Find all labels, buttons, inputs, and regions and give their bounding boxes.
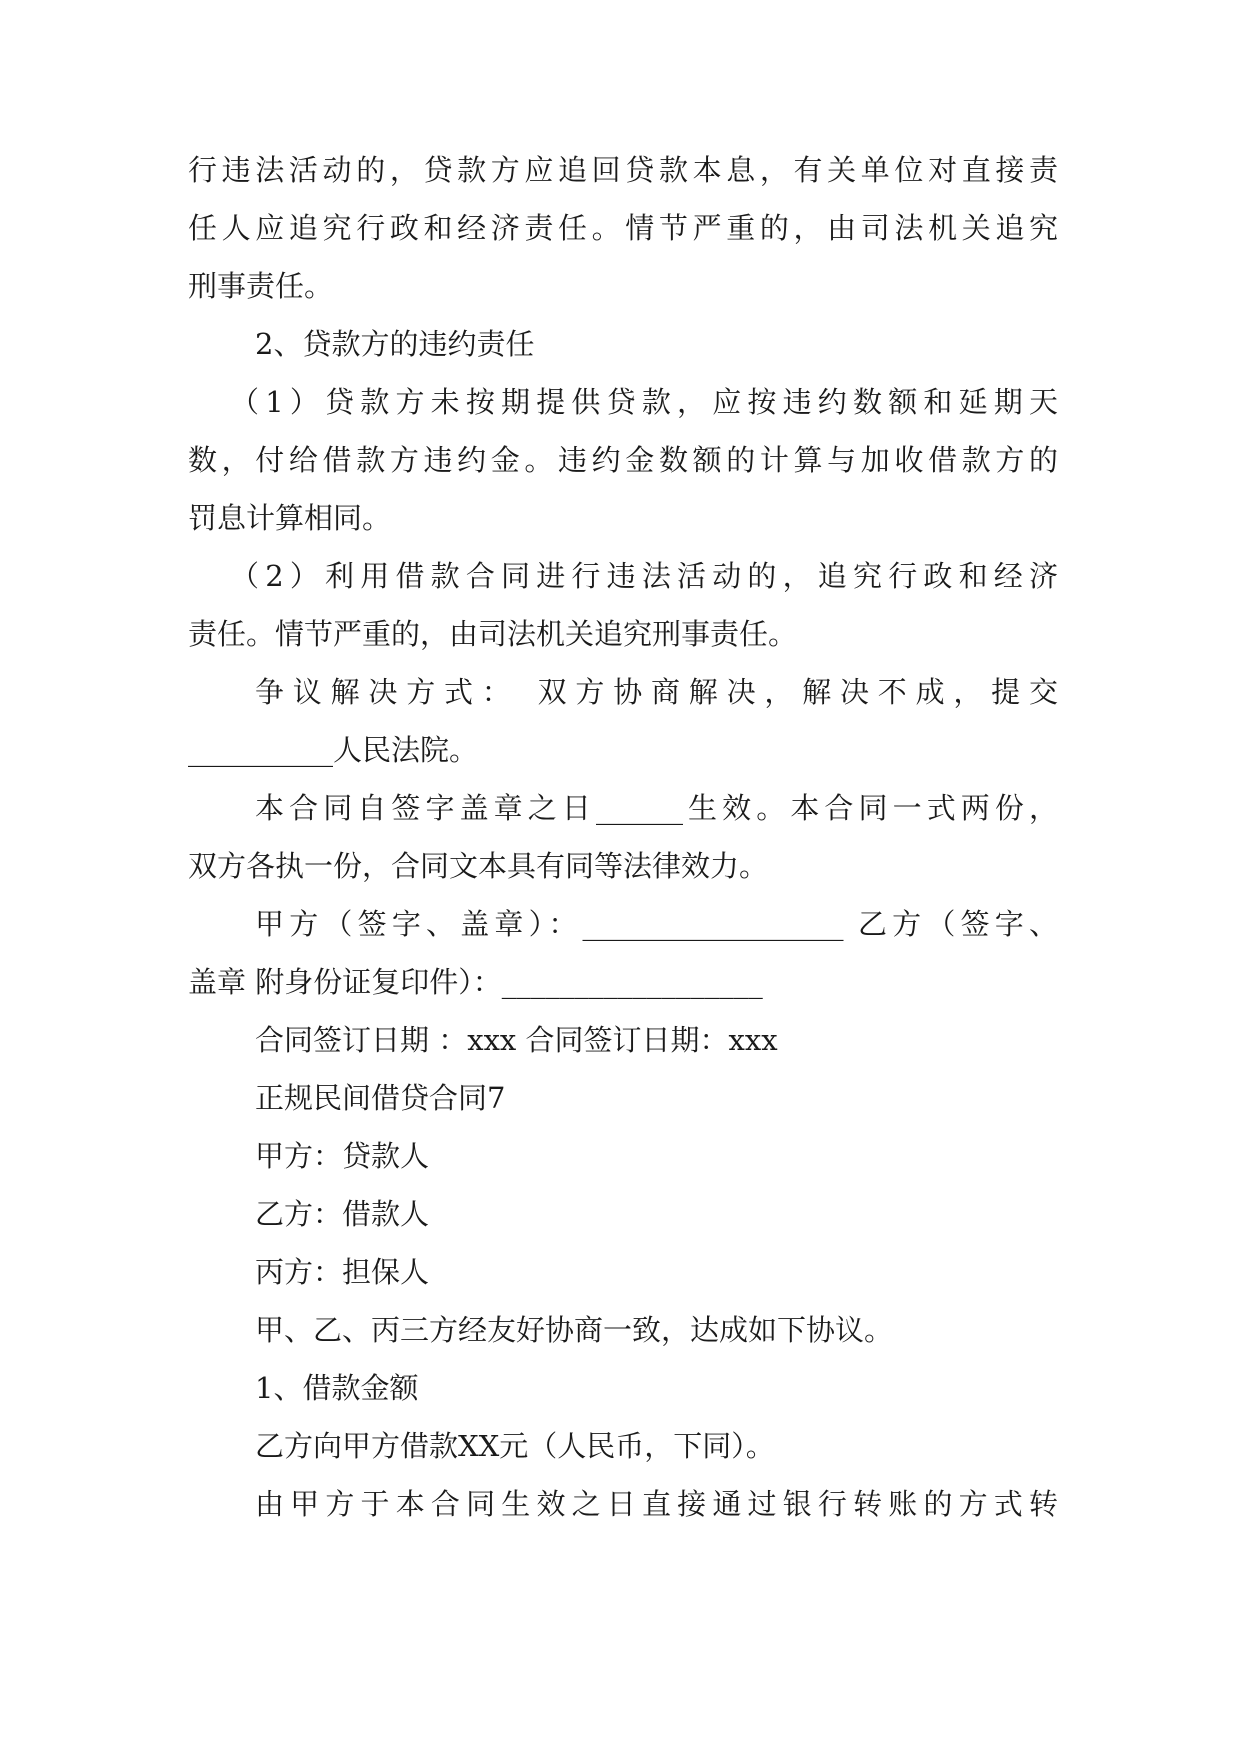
clause-line: （2）利用借款合同进行违法活动的，追究行政和经济 — [230, 559, 1058, 593]
party-c-line: 丙方：担保人 — [255, 1255, 430, 1289]
body-text-line: 数，付给借款方违约金。违约金数额的计算与加收借款方的 — [188, 443, 1058, 477]
body-text-line: 任人应追究行政和经济责任。情节严重的，由司法机关追究 — [188, 211, 1058, 245]
party-b-line: 乙方：借款人 — [255, 1197, 430, 1231]
section-heading: 1、借款金额 — [255, 1371, 419, 1405]
body-text-line: 刑事责任。 — [188, 269, 334, 303]
signing-date-line: 合同签订日期 ：xxx 合同签订日期：xxx — [255, 1023, 778, 1057]
body-text-line: 罚息计算相同。 — [188, 501, 392, 535]
signature-line: 甲方（签字、盖章）：__________________ 乙方（签字、 — [255, 907, 1058, 941]
clause-line: （1）贷款方未按期提供贷款，应按违约数额和延期天 — [230, 385, 1058, 419]
agreement-intro-line: 甲、乙、丙三方经友好协商一致，达成如下协议。 — [255, 1313, 894, 1347]
effective-clause-line: 本合同自签字盖章之日______生效。本合同一式两份， — [255, 791, 1058, 825]
dispute-resolution-line: 争议解决方式： 双方协商解决，解决不成，提交 — [255, 675, 1058, 709]
party-a-line: 甲方：贷款人 — [255, 1139, 430, 1173]
section-heading: 2、贷款方的违约责任 — [255, 327, 535, 361]
body-text-line: 双方各执一份，合同文本具有同等法律效力。 — [188, 849, 769, 883]
body-text-line: 行违法活动的，贷款方应追回贷款本息，有关单位对直接责 — [188, 153, 1058, 187]
body-text-line: 由甲方于本合同生效之日直接通过银行转账的方式转 — [255, 1487, 1058, 1521]
court-blank-line: __________人民法院。 — [188, 733, 479, 767]
body-text-line: 责任。情节严重的，由司法机关追究刑事责任。 — [188, 617, 798, 651]
contract-title: 正规民间借贷合同7 — [255, 1081, 506, 1115]
body-text-line: 乙方向甲方借款XX元（人民币，下同）。 — [255, 1429, 775, 1463]
signature-line: 盖章 附身份证复印件）：__________________ — [188, 965, 763, 999]
